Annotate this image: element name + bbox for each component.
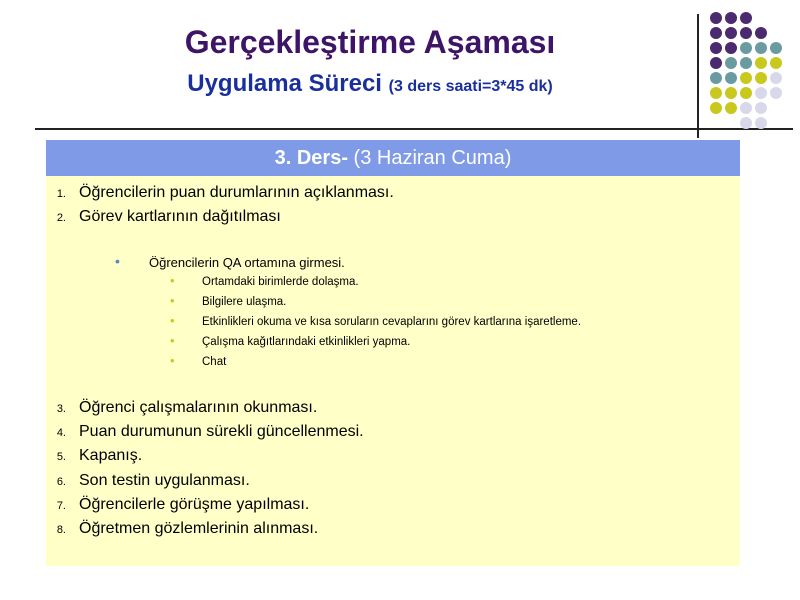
decorative-dot xyxy=(755,72,767,84)
list-item-text: Öğrencilerin puan durumlarının açıklanması. xyxy=(79,184,394,201)
list-item-number: 6. xyxy=(56,475,66,488)
nested-bullet-text: Etkinlikleri okuma ve kısa soruların cevaplarını görev kartlarına işaretleme. xyxy=(202,316,582,328)
list-item-text: Kapanış. xyxy=(79,447,143,465)
nested-bullet-text: Çalışma kağıtlarındaki etkinlikleri yapma. xyxy=(202,336,411,348)
list-item-number: 8. xyxy=(56,524,66,536)
decorative-dot xyxy=(725,57,737,69)
decorative-dot xyxy=(770,57,782,69)
decorative-dot xyxy=(740,42,752,54)
nested-bullet-text: Chat xyxy=(202,356,227,368)
decorative-dot xyxy=(725,27,737,39)
decorative-dot xyxy=(755,102,767,114)
list-item-number: 5. xyxy=(56,451,66,464)
decorative-dot xyxy=(755,57,767,69)
slide-title: Gerçekleştirme Aşaması xyxy=(184,24,556,60)
list-item-text: Öğretmen gözlemlerinin alınması. xyxy=(79,520,319,537)
decorative-dot xyxy=(755,117,767,129)
subtitle-main: Uygulama Süreci xyxy=(187,70,382,97)
decorative-dot-grid xyxy=(710,12,790,132)
blue-bullet-icon: • xyxy=(115,253,120,269)
list-item-text: Öğrenci çalışmalarının okunması. xyxy=(79,399,318,416)
decorative-dot xyxy=(710,72,722,84)
decorative-dot xyxy=(710,57,722,69)
decorative-dot xyxy=(710,27,722,39)
list-item-number: 3. xyxy=(56,403,66,415)
decorative-dot xyxy=(770,87,782,99)
decorative-dot xyxy=(755,42,767,54)
decorative-dot xyxy=(725,42,737,54)
list-item-text: Görev kartlarının dağıtılması xyxy=(79,208,281,225)
panel-header-date: (3 Haziran Cuma) xyxy=(353,147,512,169)
decorative-dot xyxy=(740,27,752,39)
slide-subtitle xyxy=(0,70,740,98)
decorative-dot xyxy=(740,12,752,24)
yellow-bullet-icon: • xyxy=(170,353,175,368)
yellow-bullet-icon: • xyxy=(170,273,175,288)
yellow-bullet-icon: • xyxy=(170,293,175,308)
horizontal-divider xyxy=(35,128,793,130)
content-panel xyxy=(46,140,740,566)
list-item-number: 1. xyxy=(56,188,66,200)
subtitle-detail: (3 ders saati=3*45 dk) xyxy=(388,78,553,95)
list-item-text: Öğrencilerle görüşme yapılması. xyxy=(79,495,310,513)
decorative-dot xyxy=(710,87,722,99)
decorative-dot xyxy=(740,102,752,114)
vertical-divider xyxy=(697,14,699,138)
yellow-bullet-icon: • xyxy=(170,313,175,328)
decorative-dot xyxy=(710,102,722,114)
decorative-dot xyxy=(725,72,737,84)
decorative-dot xyxy=(710,42,722,54)
decorative-dot xyxy=(725,87,737,99)
decorative-dot xyxy=(755,87,767,99)
yellow-bullet-icon: • xyxy=(170,333,175,348)
nested-bullet-text: Bilgilere ulaşma. xyxy=(202,296,287,308)
decorative-dot xyxy=(770,72,782,84)
decorative-dot xyxy=(740,87,752,99)
decorative-dot xyxy=(755,27,767,39)
decorative-dot xyxy=(740,72,752,84)
decorative-dot xyxy=(740,57,752,69)
sub-bullet-text: Öğrencilerin QA ortamına girmesi. xyxy=(149,255,345,270)
decorative-dot xyxy=(725,12,737,24)
panel-header xyxy=(46,140,740,176)
decorative-dot xyxy=(710,12,722,24)
decorative-dot xyxy=(770,42,782,54)
nested-bullet-text: Ortamdaki birimlerde dolaşma. xyxy=(202,276,359,288)
decorative-dot xyxy=(725,102,737,114)
panel-header-bold: 3. Ders- xyxy=(274,147,348,169)
list-item-text: Son testin uygulanması. xyxy=(79,471,250,489)
list-item-text: Puan durumunun sürekli güncellenmesi. xyxy=(79,423,364,441)
list-item-number: 7. xyxy=(56,499,66,512)
list-item-number: 4. xyxy=(56,427,66,440)
decorative-dot xyxy=(740,117,752,129)
list-item-number: 2. xyxy=(56,212,66,224)
